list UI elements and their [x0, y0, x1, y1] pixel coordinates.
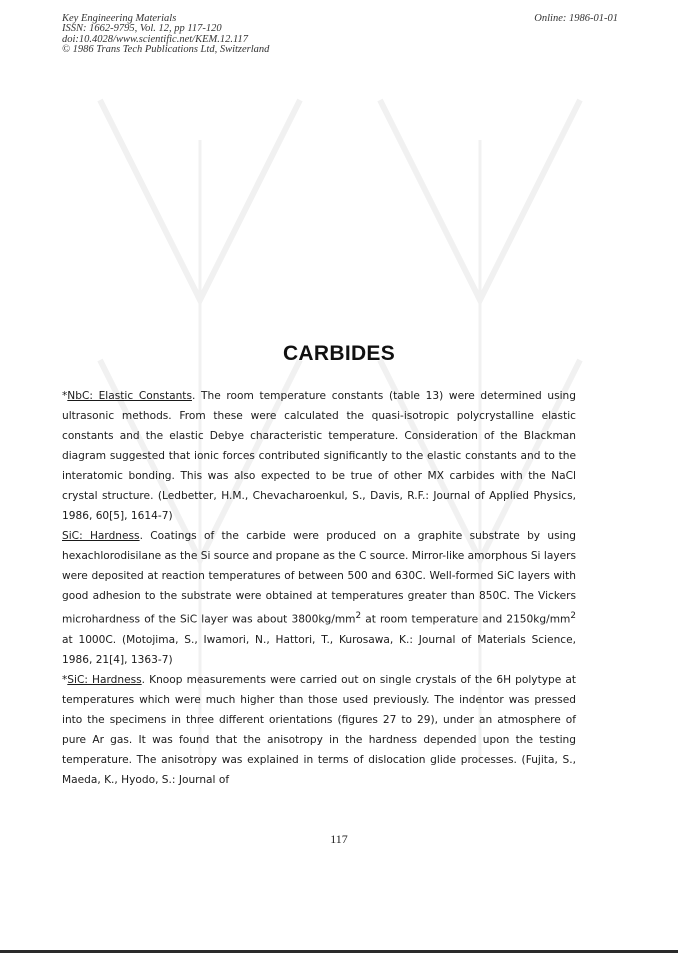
entry-text: at room temperature and 2150kg/mm — [361, 613, 571, 626]
page-number: 117 — [330, 832, 348, 846]
entry-sic-hardness-coatings — [62, 526, 576, 670]
online-date: Online: 1986-01-01 — [534, 13, 618, 24]
superscript: 2 — [355, 611, 362, 621]
page-header-left — [62, 14, 269, 56]
entry-text: at 1000C. (Motojima, S., Iwamori, N., Hattori, T., Kurosawa, K.: Journal of Materials Science, 1986, 21[4], 1363-7) — [62, 633, 576, 666]
entry-text: . Coatings of the carbide were produced on a graphite substrate by using hexachlorodisilane as the Si source and propane as the C source. Mirror-like amorphous Si layers were deposited at reaction temperatures of between 500 and 630C. Well-formed SiC layers with good adhesion to the substrate were obtained at temperatures greater than 850C. The Vickers microhardness of the SiC layer was about 3800kg/mm — [62, 530, 577, 626]
entry-nbc-elastic-constants — [62, 386, 576, 526]
journal-name: Key Engineering Materials — [62, 13, 177, 24]
entry-text: . The room temperature constants (table 13) were determined using ultrasonic methods. From these were calculated the quasi-isotropic polycrystalline elastic constants and the elastic Debye characteristic temperature. Consideration of the Blackman diagram suggested that ionic forces contributed significantly to the elastic constants and to the interatomic bonding. This was also expected to be true of other MX carbides with the NaCl crystal structure. (Ledbetter, H.M., Chevacharoenkul, S., Davis, R.F.: Journal of Applied Physics, 1986, 60[5], 1614-7) — [62, 390, 576, 522]
superscript: 2 — [570, 611, 576, 621]
article-body — [62, 386, 576, 790]
entry-heading: SiC: Hardness — [67, 673, 142, 686]
entry-marker: * — [62, 390, 68, 402]
copyright-line: © 1986 Trans Tech Publications Ltd, Switzerland — [62, 44, 270, 56]
issn-line: ISSN: 1662-9795, Vol. 12, pp 117-120 — [62, 23, 222, 35]
entry-heading: SiC: Hardness — [62, 530, 140, 542]
bottom-rule — [0, 950, 678, 953]
entry-sic-hardness-knoop — [62, 670, 576, 790]
doi-line: doi:10.4028/www.scientific.net/KEM.12.117 — [62, 33, 248, 45]
entry-marker: * — [62, 673, 68, 686]
section-title: CARBIDES — [282, 342, 396, 365]
entry-text: . Knoop measurements were carried out on single crystals of the 6H polytype at temperatures which were much higher than those used previously. The indentor was pressed into the specimens in three different orientations (figures 27 to 29), under an atmosphere of pure Ar gas. It was found that the anisotropy in the hardness depended upon the testing temperature. The anisotropy was explained in terms of dislocation glide processes. (Fujita, S., Maeda, K., Hyodo, S.: Journal of — [62, 673, 576, 786]
entry-heading: NbC: Elastic Constants — [67, 390, 192, 402]
